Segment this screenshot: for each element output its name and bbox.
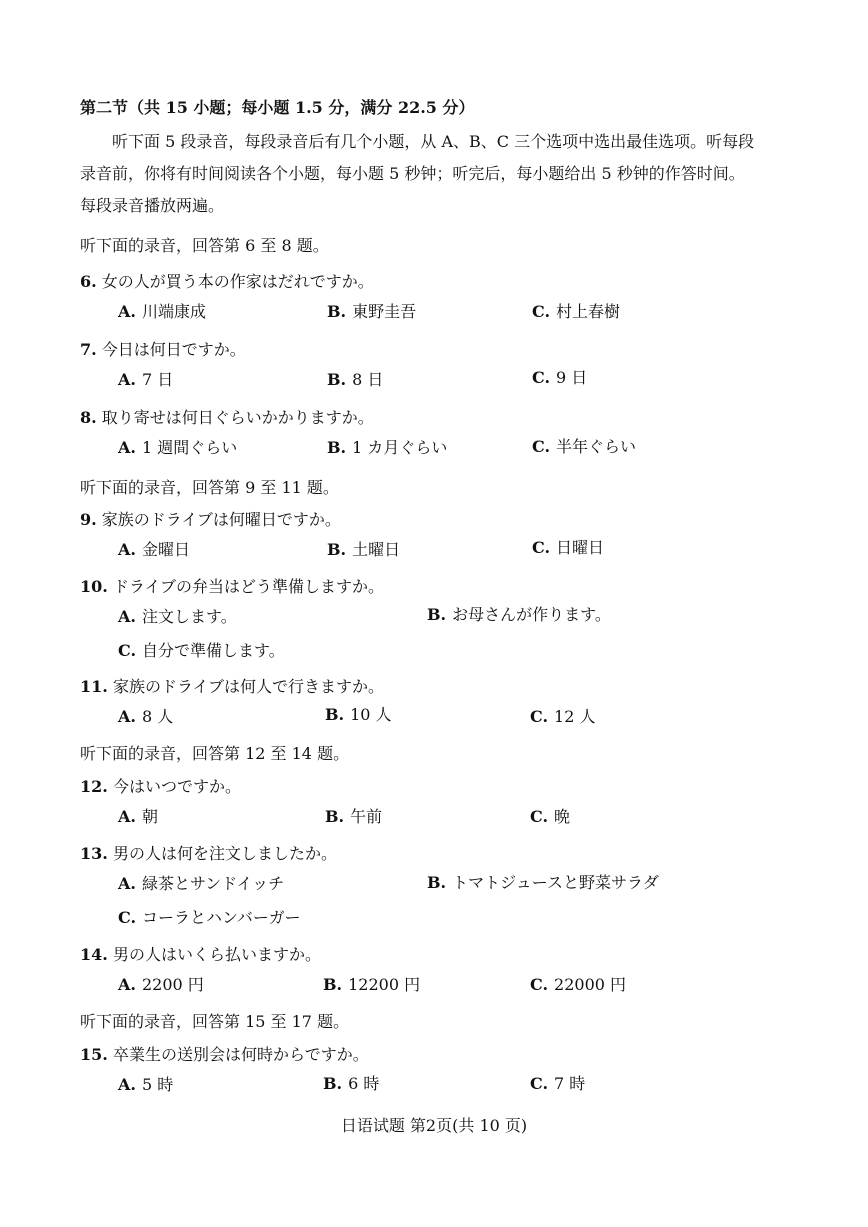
option-11b[interactable] — [325, 705, 392, 725]
question-number: 11. — [80, 677, 108, 696]
option-letter: B. — [327, 540, 347, 559]
option-6a[interactable] — [118, 302, 206, 322]
question-7 — [80, 340, 246, 360]
option-letter: C. — [532, 368, 551, 387]
group-label-4: 听下面的录音，回答第 15 至 17 题。 — [80, 1012, 350, 1031]
question-text: 取り寄せは何日ぐらいかかりますか。 — [101, 408, 374, 427]
option-text: 12 人 — [554, 707, 596, 726]
option-12a[interactable] — [118, 807, 158, 827]
option-text: 2200 円 — [141, 975, 204, 994]
option-letter: C. — [532, 538, 551, 557]
option-letter: B. — [427, 605, 447, 624]
option-13c[interactable] — [118, 908, 301, 928]
option-6c[interactable] — [532, 302, 620, 322]
option-12b[interactable] — [325, 807, 382, 827]
option-text: 9 日 — [556, 368, 588, 387]
option-text: 日曜日 — [556, 538, 605, 557]
option-text: 緑茶とサンドイッチ — [141, 874, 285, 893]
question-text: ドライブの弁当はどう準備しますか。 — [112, 577, 384, 596]
option-letter: A. — [118, 975, 136, 994]
option-15c[interactable] — [530, 1074, 585, 1094]
option-text: 午前 — [350, 807, 383, 826]
option-text: 12200 円 — [348, 975, 421, 994]
option-12c[interactable] — [530, 807, 570, 827]
question-text: 男の人は何を注文しましたか。 — [112, 844, 337, 863]
option-letter: B. — [327, 370, 347, 389]
option-text: 10 人 — [350, 705, 392, 724]
option-10b[interactable] — [427, 605, 611, 625]
option-15a[interactable] — [118, 1075, 173, 1095]
option-text: 22000 円 — [554, 975, 627, 994]
option-text: 7 時 — [554, 1074, 586, 1093]
option-letter: A. — [118, 607, 136, 626]
question-12 — [80, 777, 241, 797]
option-11a[interactable] — [118, 707, 173, 727]
option-letter: C. — [530, 807, 549, 826]
group-label-1: 听下面的录音，回答第 6 至 8 题。 — [80, 236, 329, 255]
question-13 — [80, 844, 337, 864]
option-text: 土曜日 — [352, 540, 401, 559]
option-text: トマトジュースと野菜サラダ — [452, 873, 659, 892]
question-8 — [80, 408, 374, 428]
option-letter: A. — [118, 807, 136, 826]
option-letter: A. — [118, 540, 136, 559]
option-text: 半年ぐらい — [556, 437, 637, 456]
option-letter: B. — [325, 807, 345, 826]
question-6 — [80, 272, 374, 292]
option-text: コーラとハンバーガー — [142, 908, 301, 927]
option-9a[interactable] — [118, 540, 190, 560]
question-number: 14. — [80, 945, 108, 964]
option-letter: A. — [118, 874, 136, 893]
option-8b[interactable] — [327, 438, 447, 458]
question-15 — [80, 1045, 369, 1065]
option-letter: B. — [427, 873, 447, 892]
option-text: 朝 — [141, 807, 158, 826]
option-10a[interactable] — [118, 607, 237, 627]
question-number: 10. — [80, 577, 108, 596]
option-text: 注文します。 — [141, 607, 237, 626]
option-13a[interactable] — [118, 874, 284, 894]
option-14a[interactable] — [118, 975, 204, 995]
option-text: 晩 — [554, 807, 571, 826]
question-number: 12. — [80, 777, 108, 796]
option-letter: C. — [118, 908, 137, 927]
option-7c[interactable] — [532, 368, 587, 388]
option-8a[interactable] — [118, 438, 237, 458]
group-label-3: 听下面的录音，回答第 12 至 14 题。 — [80, 744, 350, 763]
option-text: 金曜日 — [141, 540, 190, 559]
question-text: 女の人が買う本の作家はだれですか。 — [101, 272, 374, 291]
option-text: 8 日 — [352, 370, 384, 389]
option-text: 8 人 — [141, 707, 174, 726]
option-text: お母さんが作ります。 — [452, 605, 611, 624]
question-11 — [80, 677, 384, 697]
option-letter: A. — [118, 370, 136, 389]
option-letter: C. — [530, 1074, 549, 1093]
option-7b[interactable] — [327, 370, 383, 390]
option-14c[interactable] — [530, 975, 626, 995]
option-9b[interactable] — [327, 540, 400, 560]
option-text: 7 日 — [141, 370, 174, 389]
option-letter: B. — [327, 438, 347, 457]
group-label-2: 听下面的录音，回答第 9 至 11 题。 — [80, 478, 339, 497]
question-number: 7. — [80, 340, 97, 359]
question-number: 6. — [80, 272, 97, 291]
option-letter: B. — [323, 975, 343, 994]
question-10 — [80, 577, 384, 597]
option-text: 6 時 — [348, 1074, 380, 1093]
question-number: 13. — [80, 844, 108, 863]
option-letter: A. — [118, 1075, 136, 1094]
option-letter: B. — [323, 1074, 343, 1093]
option-15b[interactable] — [323, 1074, 379, 1094]
option-letter: C. — [530, 975, 549, 994]
section-instructions: 听下面 5 段录音，每段录音后有几个小题，从 A、B、C 三个选项中选出最佳选项。听每段录音前，你将有时间阅读各个小题，每小题 5 秒钟；听完后，每小题给出 5 秒钟的作答时间。每段录音播放两遍。 — [80, 132, 755, 215]
question-text: 家族のドライブは何人で行きますか。 — [112, 677, 384, 696]
question-number: 15. — [80, 1045, 108, 1064]
question-text: 卒業生の送別会は何時からですか。 — [112, 1045, 369, 1064]
question-text: 今日は何日ですか。 — [101, 340, 246, 359]
option-8c[interactable] — [532, 437, 636, 457]
option-14b[interactable] — [323, 975, 420, 995]
option-11c[interactable] — [530, 707, 595, 727]
option-letter: A. — [118, 438, 136, 457]
option-letter: C. — [532, 437, 551, 456]
option-letter: C. — [530, 707, 549, 726]
option-text: 1 カ月ぐらい — [352, 438, 448, 457]
question-text: 男の人はいくら払いますか。 — [112, 945, 321, 964]
option-9c[interactable] — [532, 538, 604, 558]
question-14 — [80, 945, 321, 965]
section-title: 第二节（共 15 小题；每小题 1.5 分，满分 22.5 分） — [80, 98, 475, 117]
option-letter: B. — [327, 302, 347, 321]
option-6b[interactable] — [327, 302, 416, 322]
page-footer: 日语试题 第2页(共 10 页) — [340, 1116, 528, 1135]
question-number: 9. — [80, 510, 97, 529]
option-letter: A. — [118, 302, 136, 321]
option-letter: A. — [118, 707, 136, 726]
option-text: 村上春樹 — [556, 302, 621, 321]
option-10c[interactable] — [118, 641, 285, 661]
option-letter: B. — [325, 705, 345, 724]
option-text: 1 週間ぐらい — [141, 438, 238, 457]
question-9 — [80, 510, 341, 530]
option-text: 東野圭吾 — [352, 302, 417, 321]
question-number: 8. — [80, 408, 97, 427]
option-text: 川端康成 — [141, 302, 206, 321]
option-letter: C. — [118, 641, 137, 660]
option-text: 自分で準備します。 — [142, 641, 285, 660]
option-13b[interactable] — [427, 873, 659, 893]
question-text: 家族のドライブは何曜日ですか。 — [101, 510, 341, 529]
option-7a[interactable] — [118, 370, 173, 390]
option-text: 5 時 — [141, 1075, 174, 1094]
question-text: 今はいつですか。 — [112, 777, 241, 796]
option-letter: C. — [532, 302, 551, 321]
